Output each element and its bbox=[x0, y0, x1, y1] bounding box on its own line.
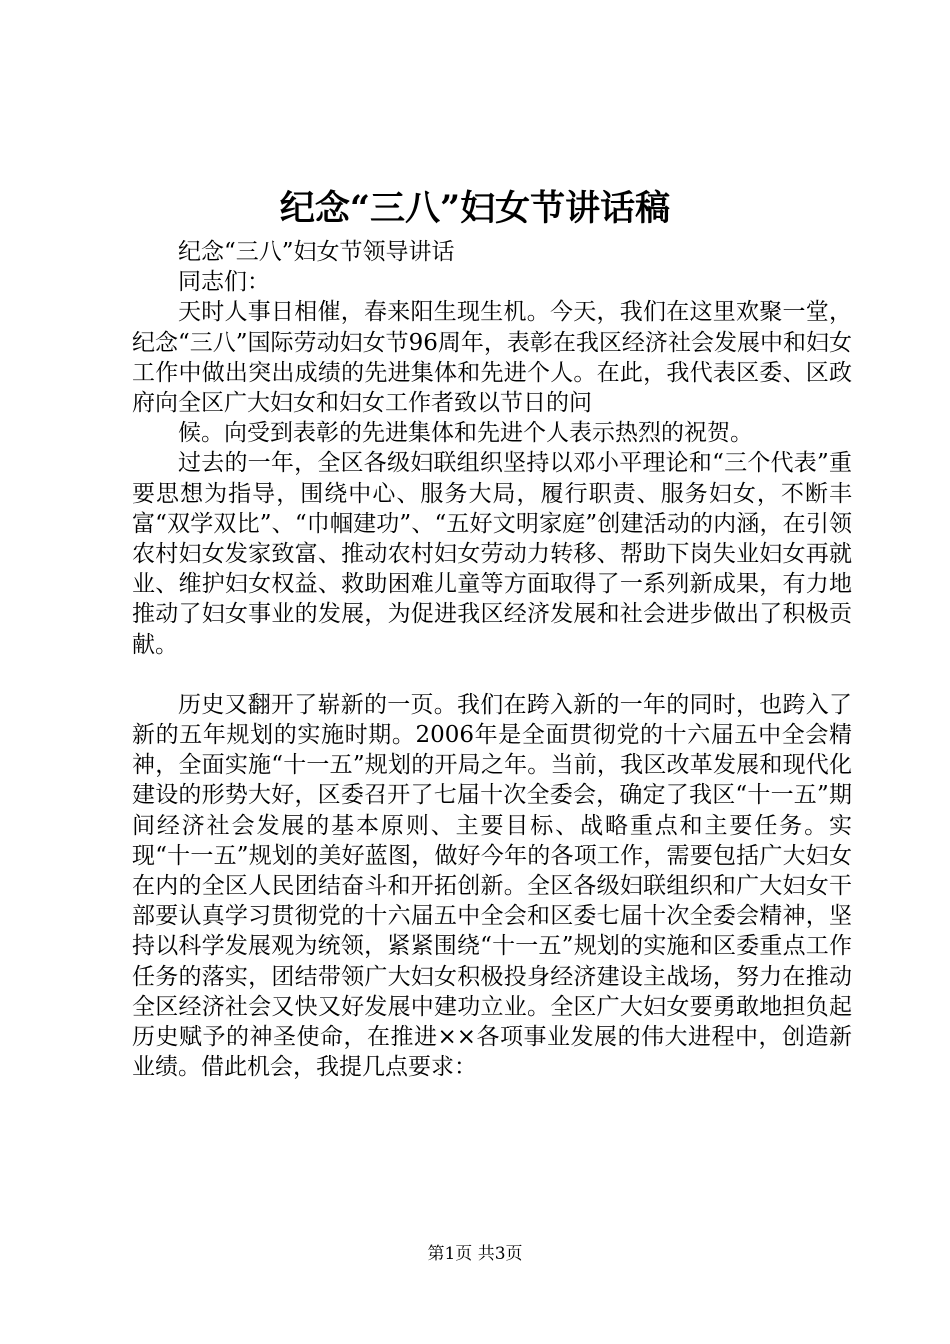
document-title: 纪念“三八”妇女节讲话稿 bbox=[279, 188, 671, 229]
salutation: 同志们： bbox=[178, 269, 270, 296]
page-footer: 第1页 共3页 bbox=[427, 1244, 523, 1264]
body-paragraph: 历史又翻开了崭新的一页。我们在跨入新的一年的同时，也跨入了新的五年规划的实施时期。2006年是全面贯彻党的十六届五中全会精神，全面实施“十一五”规划的开局之年。当前，我区改革发展和现代化建设的形势大好，区委召开了七届十次全委会，确定了我区“十一五”期间经济社会发展的基本原则、主要目标、战略重点和主要任务。实现“十一五”规划的美好蓝图，做好今年的各项工作，需要包括广大妇女在内的全区人民团结奋斗和开拓创新。全区各级妇联组织和广大妇女干部要认真学习贯彻党的十六届五中全会和区委七届十次全委会精神，坚持以科学发展观为统领，紧紧围绕“十一五”规划的实施和区委重点工作任务的落实，团结带领广大妇女积极投身经济建设主战场，努力在推动全区经济社会又快又好发展中建功立业。全区广大妇女要勇敢地担负起历史赋予的神圣使命，在推进××各项事业发展的伟大进程中，创造新业绩。借此机会，我提几点要求： bbox=[132, 691, 852, 1081]
body-paragraph: 天时人事日相催，春来阳生现生机。今天，我们在这里欢聚一堂，纪念“三八”国际劳动妇女节96周年，表彰在我区经济社会发展中和妇女工作中做出突出成绩的先进集体和先进个人。在此，我代表区委、区政府向全区广大妇女和妇女工作者致以节日的问 bbox=[132, 299, 852, 417]
document-body bbox=[132, 237, 852, 1082]
body-paragraph: 过去的一年，全区各级妇联组织坚持以邓小平理论和“三个代表”重要思想为指导，围绕中心、服务大局，履行职责、服务妇女，不断丰富“双学双比”、“巾帼建功”、“五好文明家庭”创建活动的内涵，在引领农村妇女发家致富、推动农村妇女劳动力转移、帮助下岗失业妇女再就业、维护妇女权益、救助困难儿童等方面取得了一系列新成果，有力地推动了妇女事业的发展，为促进我区经济发展和社会进步做出了积极贡献。 bbox=[132, 450, 852, 658]
body-paragraph: 候。向受到表彰的先进集体和先进个人表示热烈的祝贺。 bbox=[178, 420, 753, 447]
speech-subtitle: 纪念“三八”妇女节领导讲话 bbox=[178, 239, 455, 265]
